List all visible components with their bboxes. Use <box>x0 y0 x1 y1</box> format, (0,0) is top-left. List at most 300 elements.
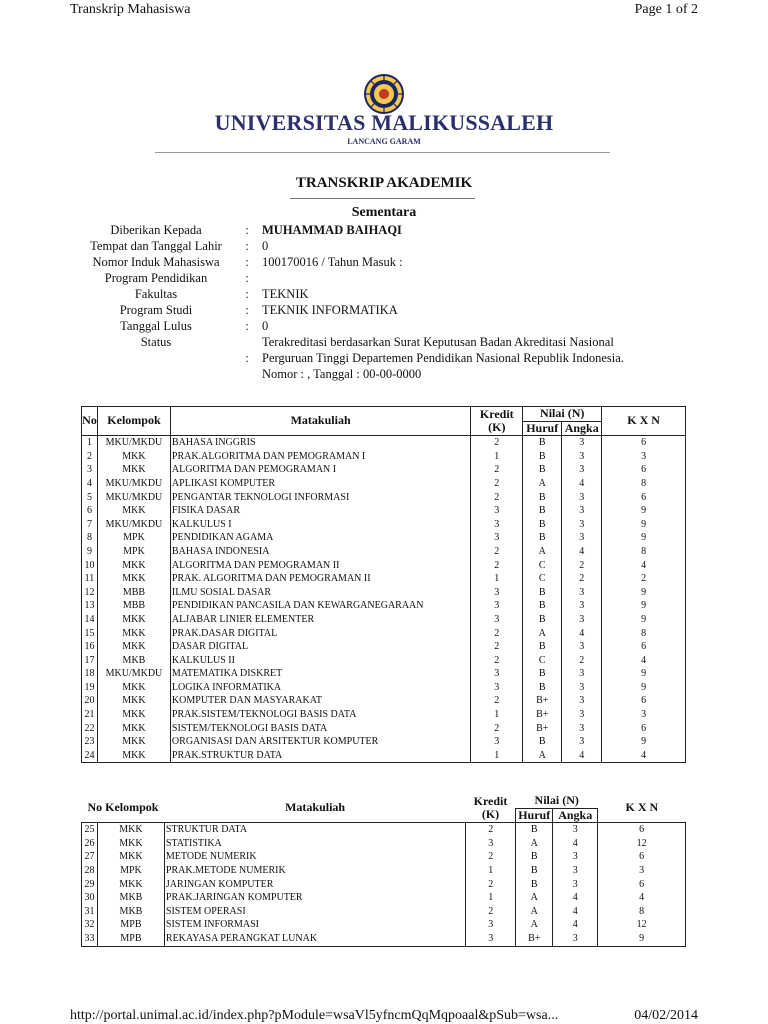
table-row <box>82 436 686 450</box>
cell-kredit: 1 <box>466 891 516 905</box>
info-colon: : <box>245 351 249 365</box>
cell-angka: 4 <box>562 749 602 763</box>
cell-kredit: 2 <box>471 694 523 708</box>
cell-no: 7 <box>82 518 98 532</box>
cell-kxn: 3 <box>602 450 686 464</box>
table-row <box>82 749 686 763</box>
cell-no: 14 <box>82 613 98 627</box>
table-row <box>82 572 686 586</box>
table-1-body <box>82 436 686 763</box>
header-matakuliah: Matakuliah <box>170 407 470 436</box>
cell-matakuliah: PRAK.JARINGAN KOMPUTER <box>164 891 465 905</box>
cell-no: 4 <box>82 477 98 491</box>
cell-huruf: A <box>523 627 562 641</box>
cell-angka: 4 <box>553 891 598 905</box>
cell-kelompok: MKK <box>97 504 170 518</box>
info-row-status-3 <box>80 366 700 382</box>
cell-no: 16 <box>82 640 98 654</box>
cell-angka: 3 <box>562 613 602 627</box>
cell-kelompok: MKU/MKDU <box>97 436 170 450</box>
cell-no: 6 <box>82 504 98 518</box>
cell-kredit: 1 <box>471 749 523 763</box>
cell-kxn: 3 <box>598 864 686 878</box>
info-colon: : <box>245 223 249 237</box>
cell-kredit: 2 <box>471 436 523 450</box>
cell-angka: 2 <box>562 572 602 586</box>
cell-angka: 2 <box>562 654 602 668</box>
cell-kelompok: MKB <box>97 891 164 905</box>
header-angka: Angka <box>562 421 602 436</box>
header-huruf: Huruf <box>523 421 562 436</box>
info-label: Nomor Induk Mahasiswa <box>92 255 220 269</box>
cell-kxn: 9 <box>598 932 686 946</box>
status-line-2: Perguruan Tinggi Departemen Pendidikan Nasional Republik Indonesia. <box>262 351 624 365</box>
cell-kredit: 3 <box>471 735 523 749</box>
cell-no: 10 <box>82 559 98 573</box>
info-colon: : <box>245 319 249 333</box>
cell-matakuliah: JARINGAN KOMPUTER <box>164 878 465 892</box>
table-row <box>82 878 686 892</box>
cell-huruf: B <box>516 878 553 892</box>
cell-kredit: 2 <box>466 878 516 892</box>
table-row <box>82 654 686 668</box>
info-row-status-2 <box>80 350 700 366</box>
cell-no: 15 <box>82 627 98 641</box>
cell-kredit: 2 <box>471 654 523 668</box>
info-row-birth <box>80 238 700 254</box>
cell-matakuliah: STRUKTUR DATA <box>164 823 465 837</box>
cell-kelompok: MPK <box>97 545 170 559</box>
cell-matakuliah: BAHASA INDONESIA <box>170 545 470 559</box>
cell-kredit: 2 <box>466 905 516 919</box>
cell-no: 19 <box>82 681 98 695</box>
info-colon: : <box>245 271 249 285</box>
cell-kelompok: MKK <box>97 850 164 864</box>
cell-kxn: 8 <box>598 905 686 919</box>
cell-kxn: 9 <box>602 586 686 600</box>
cell-angka: 3 <box>562 708 602 722</box>
info-label: Program Pendidikan <box>104 271 208 285</box>
header-matakuliah: Matakuliah <box>285 800 346 815</box>
cell-kxn: 3 <box>602 708 686 722</box>
info-label: Fakultas <box>134 287 178 301</box>
cell-kelompok: MKU/MKDU <box>97 518 170 532</box>
cell-kredit: 2 <box>471 627 523 641</box>
cell-huruf: B+ <box>523 708 562 722</box>
cell-kredit: 3 <box>471 586 523 600</box>
cell-no: 29 <box>82 878 98 892</box>
cell-no: 27 <box>82 850 98 864</box>
cell-huruf: B <box>523 640 562 654</box>
header-kelompok: Kelompok <box>97 407 170 436</box>
document-title: TRANSKRIP AKADEMIK <box>295 175 473 191</box>
cell-kelompok: MPB <box>97 932 164 946</box>
table-row <box>82 850 686 864</box>
info-label: Tempat dan Tanggal Lahir <box>90 239 222 253</box>
cell-matakuliah: KALKULUS I <box>170 518 470 532</box>
cell-angka: 3 <box>553 850 598 864</box>
cell-kredit: 3 <box>471 667 523 681</box>
header-kredit: Kredit (K) <box>471 407 523 436</box>
cell-angka: 4 <box>562 477 602 491</box>
info-value: 0 <box>262 319 269 333</box>
table-row <box>82 450 686 464</box>
cell-angka: 3 <box>562 436 602 450</box>
cell-huruf: C <box>523 654 562 668</box>
cell-kredit: 3 <box>471 613 523 627</box>
cell-no: 18 <box>82 667 98 681</box>
cell-kelompok: MKU/MKDU <box>97 477 170 491</box>
cell-huruf: A <box>516 837 553 851</box>
info-row-program <box>80 270 700 286</box>
cell-matakuliah: ALGORITMA DAN PEMOGRAMAN I <box>170 463 470 477</box>
header-nilai: Nilai (N) <box>523 407 602 422</box>
cell-matakuliah: KOMPUTER DAN MASYARAKAT <box>170 694 470 708</box>
cell-angka: 3 <box>562 491 602 505</box>
cell-kredit: 2 <box>471 463 523 477</box>
cell-no: 13 <box>82 599 98 613</box>
student-name: MUHAMMAD BAIHAQI <box>262 223 402 237</box>
cell-angka: 3 <box>562 518 602 532</box>
university-seal-icon <box>364 74 404 114</box>
cell-no: 5 <box>82 491 98 505</box>
cell-kelompok: MPK <box>97 864 164 878</box>
cell-angka: 3 <box>562 586 602 600</box>
cell-matakuliah: SISTEM/TEKNOLOGI BASIS DATA <box>170 722 470 736</box>
cell-huruf: B+ <box>523 694 562 708</box>
document-subtitle: Sementara <box>351 205 417 220</box>
table-row <box>82 864 686 878</box>
cell-kredit: 2 <box>466 850 516 864</box>
cell-matakuliah: PRAK. ALGORITMA DAN PEMOGRAMAN II <box>170 572 470 586</box>
cell-huruf: B <box>523 436 562 450</box>
cell-no: 22 <box>82 722 98 736</box>
table-row <box>82 823 686 837</box>
cell-no: 11 <box>82 572 98 586</box>
page-counter: Page 1 of 2 <box>634 2 698 17</box>
info-row-study <box>80 302 700 318</box>
info-colon: : <box>245 239 249 253</box>
table-row <box>82 905 686 919</box>
status-label: Status <box>140 335 172 349</box>
cell-kxn: 9 <box>602 667 686 681</box>
cell-matakuliah: STATISTIKA <box>164 837 465 851</box>
cell-angka: 3 <box>562 599 602 613</box>
cell-kxn: 9 <box>602 613 686 627</box>
cell-matakuliah: SISTEM INFORMASI <box>164 918 465 932</box>
cell-matakuliah: BAHASA INGGRIS <box>170 436 470 450</box>
table-row <box>82 667 686 681</box>
table-row <box>82 708 686 722</box>
cell-kredit: 2 <box>471 559 523 573</box>
info-row-graduation <box>80 318 700 334</box>
cell-kredit: 3 <box>471 681 523 695</box>
info-row-faculty <box>80 286 700 302</box>
info-colon: : <box>245 255 249 269</box>
cell-angka: 3 <box>562 722 602 736</box>
cell-kelompok: MKK <box>97 463 170 477</box>
table-row <box>82 932 686 946</box>
cell-matakuliah: REKAYASA PERANGKAT LUNAK <box>164 932 465 946</box>
cell-kxn: 9 <box>602 518 686 532</box>
cell-kelompok: MKK <box>97 681 170 695</box>
cell-kxn: 4 <box>602 654 686 668</box>
cell-kelompok: MKK <box>97 559 170 573</box>
cell-huruf: B <box>523 681 562 695</box>
cell-matakuliah: PRAK.SISTEM/TEKNOLOGI BASIS DATA <box>170 708 470 722</box>
cell-angka: 3 <box>553 864 598 878</box>
cell-no: 2 <box>82 450 98 464</box>
cell-huruf: B <box>523 586 562 600</box>
page-url: http://portal.unimal.ac.id/index.php?pModule=wsaVl5yfncmQqMqpoaal&pSub=wsa... <box>70 1008 559 1023</box>
cell-kelompok: MPB <box>97 918 164 932</box>
cell-kredit: 1 <box>471 572 523 586</box>
cell-angka: 3 <box>553 878 598 892</box>
cell-kelompok: MKK <box>97 627 170 641</box>
cell-no: 9 <box>82 545 98 559</box>
info-label: Tanggal Lulus <box>120 319 192 333</box>
header-divider <box>155 152 610 153</box>
info-colon: : <box>245 303 249 317</box>
cell-angka: 3 <box>562 450 602 464</box>
cell-kxn: 4 <box>602 559 686 573</box>
cell-kredit: 2 <box>471 545 523 559</box>
cell-matakuliah: DASAR DIGITAL <box>170 640 470 654</box>
status-line-3: Nomor : , Tanggal : 00-00-0000 <box>262 367 422 381</box>
cell-matakuliah: PENGANTAR TEKNOLOGI INFORMASI <box>170 491 470 505</box>
info-value <box>262 270 700 286</box>
table-row <box>82 918 686 932</box>
table-row <box>82 586 686 600</box>
table-row <box>82 613 686 627</box>
cell-kredit: 2 <box>471 722 523 736</box>
cell-huruf: B <box>523 531 562 545</box>
info-value: TEKNIK <box>262 287 309 301</box>
cell-no: 32 <box>82 918 98 932</box>
header-nilai: Nilai (N) <box>534 793 579 807</box>
cell-huruf: B+ <box>516 932 553 946</box>
cell-kxn: 6 <box>598 878 686 892</box>
cell-matakuliah: APLIKASI KOMPUTER <box>170 477 470 491</box>
cell-huruf: B <box>523 735 562 749</box>
browser-page-title: Transkrip Mahasiswa <box>70 2 191 17</box>
cell-huruf: A <box>523 749 562 763</box>
cell-kxn: 9 <box>602 681 686 695</box>
cell-no: 31 <box>82 905 98 919</box>
header-angka: Angka <box>553 808 598 823</box>
info-label: Program Studi <box>119 303 193 317</box>
cell-no: 21 <box>82 708 98 722</box>
cell-no: 23 <box>82 735 98 749</box>
info-row-status <box>80 334 700 350</box>
cell-kelompok: MKK <box>97 878 164 892</box>
cell-no: 30 <box>82 891 98 905</box>
cell-kelompok: MKB <box>97 654 170 668</box>
cell-kxn: 6 <box>598 850 686 864</box>
cell-kxn: 8 <box>602 627 686 641</box>
cell-matakuliah: FISIKA DASAR <box>170 504 470 518</box>
transcript-table-1 <box>81 406 686 763</box>
cell-kxn: 2 <box>602 572 686 586</box>
cell-kelompok: MKK <box>97 749 170 763</box>
cell-kredit: 1 <box>466 864 516 878</box>
info-row-nim <box>80 254 700 270</box>
cell-angka: 4 <box>553 918 598 932</box>
cell-kredit: 3 <box>471 504 523 518</box>
cell-huruf: A <box>523 477 562 491</box>
cell-huruf: B <box>523 450 562 464</box>
cell-kelompok: MBB <box>97 599 170 613</box>
header-no: No <box>82 407 98 436</box>
cell-kredit: 1 <box>471 450 523 464</box>
cell-huruf: B <box>523 504 562 518</box>
cell-kxn: 9 <box>602 504 686 518</box>
cell-angka: 4 <box>562 627 602 641</box>
cell-angka: 2 <box>562 559 602 573</box>
cell-kxn: 6 <box>602 491 686 505</box>
table-row <box>82 735 686 749</box>
cell-angka: 4 <box>553 837 598 851</box>
header-kxn: K X N <box>625 800 659 815</box>
cell-matakuliah: PRAK.DASAR DIGITAL <box>170 627 470 641</box>
cell-angka: 3 <box>562 504 602 518</box>
cell-no: 17 <box>82 654 98 668</box>
cell-kxn: 6 <box>602 722 686 736</box>
cell-huruf: A <box>523 545 562 559</box>
cell-angka: 3 <box>562 463 602 477</box>
cell-no: 3 <box>82 463 98 477</box>
cell-kxn: 6 <box>598 823 686 837</box>
cell-no: 1 <box>82 436 98 450</box>
table-row <box>82 599 686 613</box>
university-subtitle: LANCANG GARAM <box>347 137 421 146</box>
cell-angka: 4 <box>562 545 602 559</box>
cell-kredit: 2 <box>471 491 523 505</box>
info-value: 100170016 / Tahun Masuk : <box>262 255 403 269</box>
table-row <box>82 627 686 641</box>
cell-kelompok: MKB <box>97 905 164 919</box>
cell-kredit: 2 <box>471 477 523 491</box>
cell-angka: 3 <box>562 694 602 708</box>
cell-kredit: 3 <box>471 599 523 613</box>
cell-kredit: 3 <box>471 531 523 545</box>
cell-matakuliah: PRAK.METODE NUMERIK <box>164 864 465 878</box>
table-row <box>82 518 686 532</box>
header-huruf: Huruf <box>516 808 553 823</box>
cell-kxn: 6 <box>602 694 686 708</box>
cell-matakuliah: KALKULUS II <box>170 654 470 668</box>
cell-huruf: B <box>516 850 553 864</box>
table-row <box>82 640 686 654</box>
cell-kredit: 3 <box>466 918 516 932</box>
cell-kxn: 8 <box>602 477 686 491</box>
cell-matakuliah: METODE NUMERIK <box>164 850 465 864</box>
cell-kxn: 4 <box>598 891 686 905</box>
header-no-kelompok: No Kelompok <box>87 800 159 815</box>
cell-angka: 4 <box>553 905 598 919</box>
cell-kxn: 6 <box>602 463 686 477</box>
cell-kelompok: MKK <box>97 708 170 722</box>
cell-kredit: 1 <box>471 708 523 722</box>
cell-kxn: 12 <box>598 837 686 851</box>
cell-angka: 3 <box>553 932 598 946</box>
cell-matakuliah: ALJABAR LINIER ELEMENTER <box>170 613 470 627</box>
university-name: UNIVERSITAS MALIKUSSALEH <box>214 110 554 135</box>
cell-kelompok: MKK <box>97 823 164 837</box>
cell-kxn: 12 <box>598 918 686 932</box>
cell-kxn: 9 <box>602 531 686 545</box>
table-row <box>82 722 686 736</box>
cell-matakuliah: PRAK.ALGORITMA DAN PEMOGRAMAN I <box>170 450 470 464</box>
cell-no: 12 <box>82 586 98 600</box>
cell-huruf: B <box>523 518 562 532</box>
cell-kelompok: MKK <box>97 722 170 736</box>
table-2-body <box>82 823 686 946</box>
table-row <box>82 837 686 851</box>
cell-huruf: B <box>523 491 562 505</box>
cell-huruf: B <box>523 667 562 681</box>
cell-angka: 3 <box>562 667 602 681</box>
cell-kelompok: MKK <box>97 837 164 851</box>
table-row <box>82 531 686 545</box>
cell-huruf: C <box>523 572 562 586</box>
cell-kelompok: MPK <box>97 531 170 545</box>
cell-matakuliah: PRAK.STRUKTUR DATA <box>170 749 470 763</box>
cell-no: 33 <box>82 932 98 946</box>
transcript-table-2 <box>81 794 686 947</box>
table-row <box>82 504 686 518</box>
table-row <box>82 477 686 491</box>
cell-kxn: 6 <box>602 640 686 654</box>
cell-matakuliah: MATEMATIKA DISKRET <box>170 667 470 681</box>
info-value: 0 <box>262 239 269 253</box>
cell-no: 26 <box>82 837 98 851</box>
info-label: Diberikan Kepada <box>110 223 202 237</box>
cell-kelompok: MKK <box>97 735 170 749</box>
table-row <box>82 545 686 559</box>
cell-kxn: 9 <box>602 735 686 749</box>
cell-kelompok: MKK <box>97 613 170 627</box>
cell-kxn: 4 <box>602 749 686 763</box>
print-date: 04/02/2014 <box>634 1008 698 1023</box>
cell-huruf: B <box>516 864 553 878</box>
cell-angka: 3 <box>562 640 602 654</box>
cell-matakuliah: ORGANISASI DAN ARSITEKTUR KOMPUTER <box>170 735 470 749</box>
table-row <box>82 559 686 573</box>
cell-no: 20 <box>82 694 98 708</box>
cell-kredit: 3 <box>466 837 516 851</box>
cell-kelompok: MKU/MKDU <box>97 491 170 505</box>
cell-angka: 3 <box>562 681 602 695</box>
cell-kredit: 2 <box>466 823 516 837</box>
cell-huruf: B <box>523 599 562 613</box>
cell-kxn: 6 <box>602 436 686 450</box>
table-row <box>82 891 686 905</box>
cell-kelompok: MBB <box>97 586 170 600</box>
cell-angka: 3 <box>562 735 602 749</box>
student-info <box>80 222 700 382</box>
cell-kelompok: MKK <box>97 572 170 586</box>
cell-kelompok: MKK <box>97 694 170 708</box>
cell-matakuliah: LOGIKA INFORMATIKA <box>170 681 470 695</box>
status-line-1: Terakreditasi berdasarkan Surat Keputusan Badan Akreditasi Nasional <box>262 335 614 349</box>
cell-huruf: A <box>516 891 553 905</box>
cell-huruf: B <box>523 463 562 477</box>
cell-no: 24 <box>82 749 98 763</box>
title-divider <box>290 198 475 199</box>
cell-matakuliah: ALGORITMA DAN PEMOGRAMAN II <box>170 559 470 573</box>
cell-kredit: 3 <box>471 518 523 532</box>
